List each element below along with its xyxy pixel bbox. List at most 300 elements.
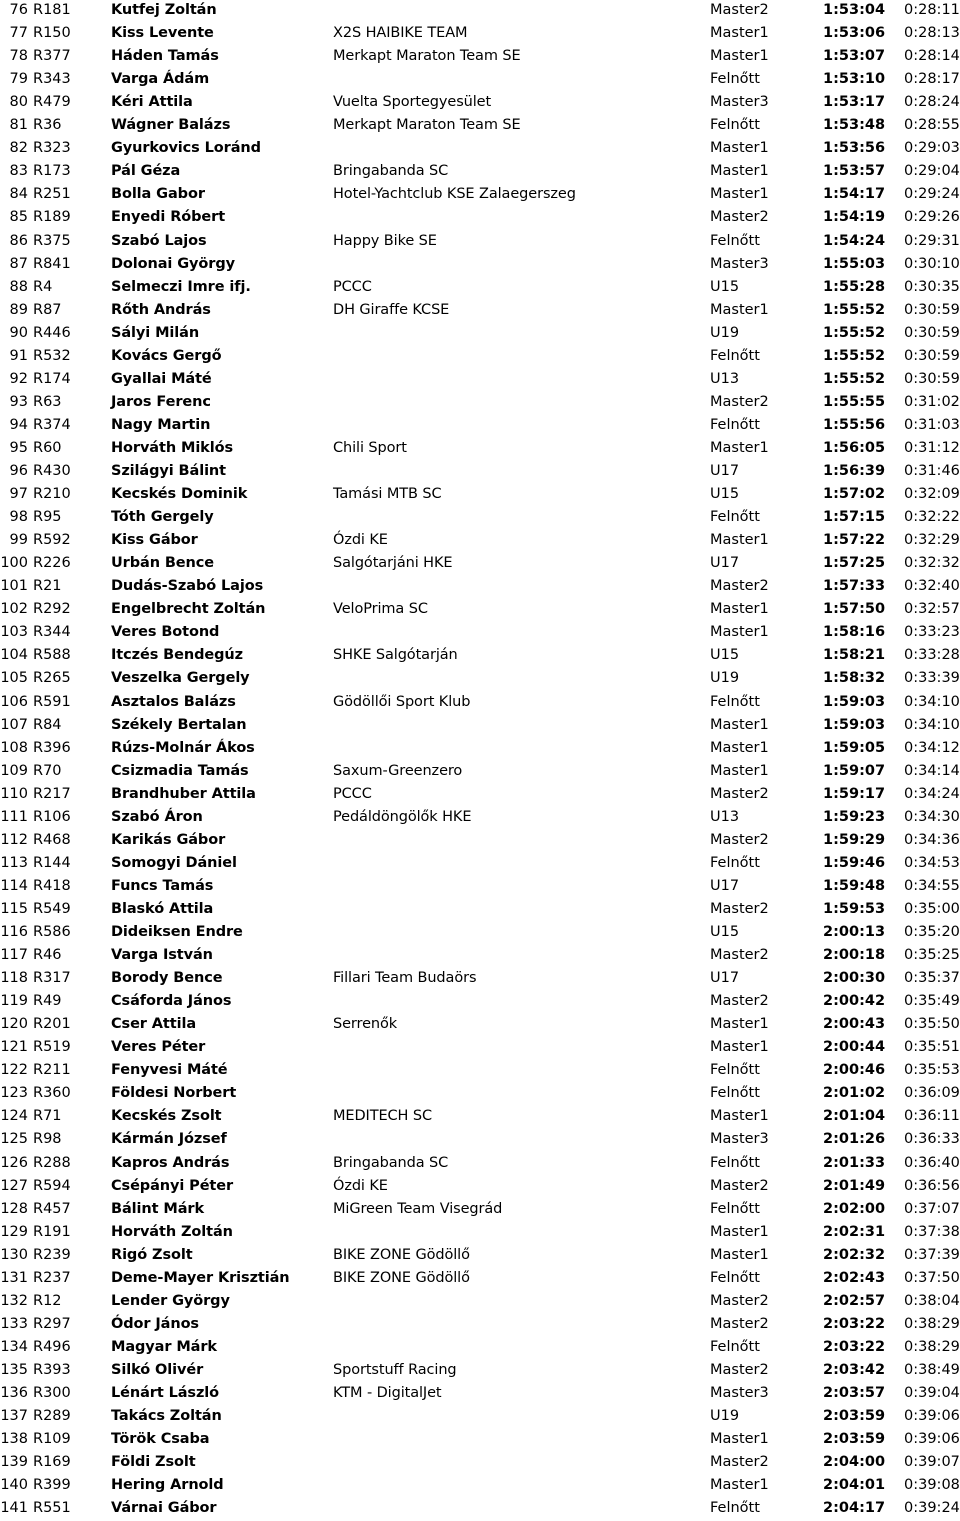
position-cell: 87 (9, 255, 28, 272)
position-cell: 89 (9, 301, 28, 318)
team-name-cell: Vuelta Sportegyesület (333, 94, 492, 111)
finish-time-cell: 1:54:24 (823, 232, 886, 249)
position-cell: 132 (0, 1292, 28, 1309)
time-gap-cell: 0:30:59 (904, 370, 960, 387)
rider-name-cell: Háden Tamás (111, 48, 219, 65)
position-cell: 139 (0, 1454, 28, 1471)
finish-time-cell: 2:02:43 (823, 1269, 886, 1286)
bib-number-cell: R292 (33, 601, 71, 618)
bib-number-cell: R300 (33, 1385, 71, 1401)
position-cell: 116 (0, 924, 28, 940)
bib-number-cell: R360 (33, 1085, 71, 1102)
category-cell: Master3 (710, 255, 769, 272)
team-name-cell: Saxum-Greenzero (333, 762, 463, 779)
position-cell: 108 (0, 739, 28, 756)
time-gap-cell: 0:30:59 (904, 301, 960, 318)
time-gap-cell: 0:33:28 (904, 647, 960, 664)
rider-name-cell: Deme-Mayer Krisztián (111, 1269, 290, 1286)
team-name-cell: BIKE ZONE Gödöllő (333, 1269, 470, 1286)
position-cell: 81 (9, 117, 28, 134)
position-cell: 130 (0, 1246, 28, 1263)
rider-name-cell: Szilágyi Bálint (111, 463, 226, 479)
time-gap-cell: 0:35:25 (904, 947, 960, 964)
team-name-cell: PCCC (333, 785, 372, 802)
rider-name-cell: Brandhuber Attila (111, 785, 256, 802)
finish-time-cell: 1:53:04 (823, 2, 886, 18)
table-row (0, 1060, 960, 1083)
position-cell: 88 (9, 278, 28, 295)
team-name-cell: KTM - DigitalJet (333, 1385, 442, 1401)
position-cell: 103 (0, 624, 28, 641)
time-gap-cell: 0:36:33 (904, 1131, 960, 1148)
bib-number-cell: R446 (33, 324, 71, 341)
time-gap-cell: 0:37:38 (904, 1223, 960, 1240)
time-gap-cell: 0:39:07 (904, 1454, 960, 1471)
finish-time-cell: 2:03:57 (823, 1385, 886, 1401)
position-cell: 136 (0, 1385, 28, 1401)
category-cell: Master1 (710, 1477, 769, 1494)
finish-time-cell: 2:03:42 (823, 1361, 886, 1378)
finish-time-cell: 2:03:22 (823, 1315, 886, 1332)
bib-number-cell: R289 (33, 1408, 71, 1425)
position-cell: 129 (0, 1223, 28, 1240)
category-cell: Felnőtt (710, 1154, 760, 1171)
finish-time-cell: 2:02:31 (823, 1223, 886, 1240)
table-row (0, 1452, 960, 1475)
rider-name-cell: Csépányi Péter (111, 1177, 234, 1194)
category-cell: Master1 (710, 439, 769, 456)
bib-number-cell: R174 (33, 370, 71, 387)
bib-number-cell: R95 (33, 509, 62, 526)
rider-name-cell: Ódor János (111, 1315, 199, 1332)
rider-name-cell: Horváth Zoltán (111, 1223, 233, 1240)
position-cell: 77 (9, 25, 28, 42)
position-cell: 82 (9, 140, 28, 157)
table-row (0, 300, 960, 323)
finish-time-cell: 1:59:48 (823, 877, 886, 894)
table-row (0, 1291, 960, 1314)
time-gap-cell: 0:30:10 (904, 255, 960, 272)
category-cell: Master2 (710, 1315, 769, 1332)
time-gap-cell: 0:36:40 (904, 1154, 960, 1171)
rider-name-cell: Csizmadia Tamás (111, 762, 249, 779)
time-gap-cell: 0:38:49 (904, 1361, 960, 1378)
bib-number-cell: R393 (33, 1361, 71, 1378)
team-name-cell: Serrenők (333, 1016, 398, 1033)
category-cell: Master1 (710, 48, 769, 65)
bib-number-cell: R211 (33, 1062, 71, 1079)
finish-time-cell: 1:58:21 (823, 647, 886, 664)
rider-name-cell: Tóth Gergely (111, 509, 214, 526)
rider-name-cell: Horváth Miklós (111, 439, 233, 456)
finish-time-cell: 1:53:48 (823, 117, 886, 134)
category-cell: Felnőtt (710, 1269, 760, 1286)
rider-name-cell: Karikás Gábor (111, 831, 226, 848)
category-cell: Felnőtt (710, 347, 760, 364)
category-cell: U17 (710, 463, 740, 479)
bib-number-cell: R591 (33, 693, 71, 710)
finish-time-cell: 2:04:00 (823, 1454, 886, 1471)
position-cell: 123 (0, 1085, 28, 1102)
time-gap-cell: 0:34:10 (904, 693, 960, 710)
bib-number-cell: R191 (33, 1223, 71, 1240)
table-row (0, 1176, 960, 1199)
table-row (0, 738, 960, 761)
position-cell: 113 (0, 854, 28, 871)
time-gap-cell: 0:38:29 (904, 1315, 960, 1332)
table-row (0, 0, 960, 23)
table-row (0, 945, 960, 968)
time-gap-cell: 0:39:06 (904, 1431, 960, 1448)
rider-name-cell: Rigó Zsolt (111, 1246, 193, 1263)
finish-time-cell: 1:59:29 (823, 831, 886, 848)
rider-name-cell: Varga István (111, 947, 213, 964)
table-row (0, 46, 960, 69)
position-cell: 86 (9, 232, 28, 249)
bib-number-cell: R109 (33, 1431, 71, 1448)
category-cell: Felnőtt (710, 1338, 760, 1355)
table-row (0, 991, 960, 1014)
bib-number-cell: R375 (33, 232, 71, 249)
category-cell: Master2 (710, 1361, 769, 1378)
category-cell: Master2 (710, 900, 769, 917)
position-cell: 94 (9, 416, 28, 433)
bib-number-cell: R594 (33, 1177, 71, 1194)
finish-time-cell: 2:02:57 (823, 1292, 886, 1309)
rider-name-cell: Kovács Gergő (111, 347, 222, 364)
position-cell: 134 (0, 1338, 28, 1355)
time-gap-cell: 0:32:22 (904, 509, 960, 526)
time-gap-cell: 0:35:49 (904, 993, 960, 1010)
position-cell: 110 (0, 785, 28, 802)
time-gap-cell: 0:34:10 (904, 716, 960, 733)
bib-number-cell: R265 (33, 670, 71, 687)
position-cell: 79 (9, 71, 28, 88)
team-name-cell: Fillari Team Budaörs (333, 970, 477, 987)
rider-name-cell: Varga Ádám (111, 71, 210, 88)
category-cell: Master2 (710, 1454, 769, 1471)
table-row (0, 1014, 960, 1037)
rider-name-cell: Dolonai György (111, 255, 235, 272)
finish-time-cell: 2:00:13 (823, 924, 886, 940)
bib-number-cell: R63 (33, 393, 62, 410)
time-gap-cell: 0:39:24 (904, 1500, 960, 1517)
time-gap-cell: 0:31:03 (904, 416, 960, 433)
time-gap-cell: 0:38:04 (904, 1292, 960, 1309)
bib-number-cell: R430 (33, 463, 71, 479)
rider-name-cell: Takács Zoltán (111, 1408, 222, 1425)
table-row (0, 1268, 960, 1291)
finish-time-cell: 2:00:18 (823, 947, 886, 964)
position-cell: 138 (0, 1431, 28, 1448)
table-row (0, 553, 960, 576)
time-gap-cell: 0:38:29 (904, 1338, 960, 1355)
rider-name-cell: Wágner Balázs (111, 117, 231, 134)
finish-time-cell: 2:01:04 (823, 1108, 886, 1125)
category-cell: Felnőtt (710, 117, 760, 134)
rider-name-cell: Borody Bence (111, 970, 223, 987)
category-cell: U13 (710, 370, 740, 387)
finish-time-cell: 1:55:28 (823, 278, 886, 295)
rider-name-cell: Szabó Áron (111, 808, 203, 825)
finish-time-cell: 2:01:33 (823, 1154, 886, 1171)
team-name-cell: Sportstuff Racing (333, 1361, 457, 1378)
finish-time-cell: 1:57:22 (823, 532, 886, 549)
rider-name-cell: Kiss Levente (111, 25, 214, 42)
team-name-cell: Chili Sport (333, 439, 407, 456)
category-cell: Felnőtt (710, 232, 760, 249)
table-row (0, 807, 960, 830)
time-gap-cell: 0:39:04 (904, 1385, 960, 1401)
position-cell: 102 (0, 601, 28, 618)
time-gap-cell: 0:37:50 (904, 1269, 960, 1286)
finish-time-cell: 1:58:16 (823, 624, 886, 641)
finish-time-cell: 1:57:02 (823, 486, 886, 503)
rider-name-cell: Kiss Gábor (111, 532, 198, 549)
bib-number-cell: R323 (33, 140, 71, 157)
category-cell: Master1 (710, 1108, 769, 1125)
team-name-cell: X2S HAIBIKE TEAM (333, 25, 468, 42)
category-cell: Master1 (710, 25, 769, 42)
finish-time-cell: 1:59:05 (823, 739, 886, 756)
position-cell: 99 (9, 532, 28, 549)
category-cell: Felnőtt (710, 693, 760, 710)
category-cell: Master1 (710, 140, 769, 157)
rider-name-cell: Csáforda János (111, 993, 232, 1010)
position-cell: 112 (0, 831, 28, 848)
finish-time-cell: 1:54:19 (823, 209, 886, 226)
category-cell: Master1 (710, 1039, 769, 1056)
category-cell: Master2 (710, 831, 769, 848)
rider-name-cell: Rőth András (111, 301, 211, 318)
finish-time-cell: 2:00:30 (823, 970, 886, 987)
time-gap-cell: 0:35:00 (904, 900, 960, 917)
position-cell: 90 (9, 324, 28, 341)
time-gap-cell: 0:29:31 (904, 232, 960, 249)
bib-number-cell: R592 (33, 532, 71, 549)
position-cell: 131 (0, 1269, 28, 1286)
position-cell: 117 (0, 947, 28, 964)
rider-name-cell: Hering Arnold (111, 1477, 224, 1494)
table-row (0, 715, 960, 738)
finish-time-cell: 1:59:03 (823, 693, 886, 710)
category-cell: Felnőtt (710, 71, 760, 88)
rider-name-cell: Kéri Attila (111, 94, 193, 111)
team-name-cell: Bringabanda SC (333, 163, 449, 180)
position-cell: 115 (0, 900, 28, 917)
time-gap-cell: 0:30:59 (904, 324, 960, 341)
time-gap-cell: 0:34:36 (904, 831, 960, 848)
bib-number-cell: R418 (33, 877, 71, 894)
bib-number-cell: R479 (33, 94, 71, 111)
bib-number-cell: R396 (33, 739, 71, 756)
category-cell: Felnőtt (710, 1200, 760, 1217)
time-gap-cell: 0:32:57 (904, 601, 960, 618)
table-row (0, 1245, 960, 1268)
bib-number-cell: R588 (33, 647, 71, 664)
time-gap-cell: 0:33:23 (904, 624, 960, 641)
position-cell: 121 (0, 1039, 28, 1056)
position-cell: 119 (0, 993, 28, 1010)
table-row (0, 507, 960, 530)
category-cell: Master1 (710, 163, 769, 180)
table-row (0, 1314, 960, 1337)
category-cell: U13 (710, 808, 740, 825)
position-cell: 85 (9, 209, 28, 226)
rider-name-cell: Kutfej Zoltán (111, 2, 217, 18)
finish-time-cell: 1:57:15 (823, 509, 886, 526)
bib-number-cell: R468 (33, 831, 71, 848)
rider-name-cell: Földesi Norbert (111, 1085, 237, 1102)
time-gap-cell: 0:37:07 (904, 1200, 960, 1217)
time-gap-cell: 0:32:32 (904, 555, 960, 572)
team-name-cell: MEDITECH SC (333, 1108, 432, 1125)
finish-time-cell: 1:53:57 (823, 163, 886, 180)
finish-time-cell: 2:03:59 (823, 1408, 886, 1425)
finish-time-cell: 2:00:44 (823, 1039, 886, 1056)
bib-number-cell: R21 (33, 578, 62, 595)
table-row (0, 784, 960, 807)
category-cell: U15 (710, 486, 740, 503)
table-row (0, 138, 960, 161)
category-cell: Master1 (710, 739, 769, 756)
position-cell: 141 (0, 1500, 28, 1517)
bib-number-cell: R60 (33, 439, 62, 456)
category-cell: Felnőtt (710, 509, 760, 526)
finish-time-cell: 2:00:42 (823, 993, 886, 1010)
table-row (0, 92, 960, 115)
rider-name-cell: Veres Botond (111, 624, 220, 641)
rider-name-cell: Várnai Gábor (111, 1500, 217, 1517)
table-row (0, 899, 960, 922)
position-cell: 114 (0, 877, 28, 894)
time-gap-cell: 0:29:26 (904, 209, 960, 226)
bib-number-cell: R144 (33, 854, 71, 871)
table-row (0, 1222, 960, 1245)
time-gap-cell: 0:35:51 (904, 1039, 960, 1056)
finish-time-cell: 2:01:26 (823, 1131, 886, 1148)
bib-number-cell: R106 (33, 808, 71, 825)
finish-time-cell: 2:02:00 (823, 1200, 886, 1217)
time-gap-cell: 0:28:55 (904, 117, 960, 134)
bib-number-cell: R46 (33, 947, 62, 964)
finish-time-cell: 2:03:22 (823, 1338, 886, 1355)
time-gap-cell: 0:31:12 (904, 439, 960, 456)
category-cell: Master2 (710, 785, 769, 802)
team-name-cell: Tamási MTB SC (333, 486, 442, 503)
table-row (0, 277, 960, 300)
bib-number-cell: R288 (33, 1154, 71, 1171)
time-gap-cell: 0:34:12 (904, 739, 960, 756)
finish-time-cell: 1:59:46 (823, 854, 886, 871)
time-gap-cell: 0:28:11 (904, 2, 960, 18)
bib-number-cell: R84 (33, 716, 62, 733)
finish-time-cell: 1:53:56 (823, 140, 886, 157)
category-cell: Master1 (710, 1431, 769, 1448)
time-gap-cell: 0:28:14 (904, 48, 960, 65)
rider-name-cell: Itczés Bendegúz (111, 647, 243, 664)
bib-number-cell: R189 (33, 209, 71, 226)
position-cell: 127 (0, 1177, 28, 1194)
category-cell: U15 (710, 924, 740, 940)
finish-time-cell: 1:59:17 (823, 785, 886, 802)
category-cell: Master1 (710, 716, 769, 733)
table-row (0, 645, 960, 668)
rider-name-cell: Bolla Gabor (111, 186, 205, 203)
time-gap-cell: 0:29:03 (904, 140, 960, 157)
position-cell: 83 (9, 163, 28, 180)
rider-name-cell: Somogyi Dániel (111, 854, 237, 871)
time-gap-cell: 0:33:39 (904, 670, 960, 687)
finish-time-cell: 1:53:17 (823, 94, 886, 111)
bib-number-cell: R71 (33, 1108, 62, 1125)
time-gap-cell: 0:34:55 (904, 877, 960, 894)
category-cell: Master2 (710, 2, 769, 18)
position-cell: 128 (0, 1200, 28, 1217)
bib-number-cell: R344 (33, 624, 71, 641)
rider-name-cell: Engelbrecht Zoltán (111, 601, 266, 618)
team-name-cell: Ózdi KE (333, 532, 388, 549)
bib-number-cell: R12 (33, 1292, 62, 1309)
bib-number-cell: R98 (33, 1131, 62, 1148)
finish-time-cell: 2:01:49 (823, 1177, 886, 1194)
table-row (0, 599, 960, 622)
table-row (0, 1153, 960, 1176)
position-cell: 107 (0, 716, 28, 733)
table-row (0, 1129, 960, 1152)
category-cell: U15 (710, 278, 740, 295)
bib-number-cell: R87 (33, 301, 62, 318)
bib-number-cell: R377 (33, 48, 71, 65)
time-gap-cell: 0:34:53 (904, 854, 960, 871)
time-gap-cell: 0:29:04 (904, 163, 960, 180)
table-row (0, 668, 960, 691)
position-cell: 106 (0, 693, 28, 710)
table-row (0, 392, 960, 415)
table-row (0, 207, 960, 230)
team-name-cell: VeloPrima SC (333, 601, 428, 618)
category-cell: Master2 (710, 993, 769, 1010)
finish-time-cell: 1:59:53 (823, 900, 886, 917)
bib-number-cell: R237 (33, 1269, 71, 1286)
bib-number-cell: R399 (33, 1477, 71, 1494)
finish-time-cell: 1:55:52 (823, 324, 886, 341)
rider-name-cell: Kecskés Dominik (111, 486, 248, 503)
category-cell: U17 (710, 877, 740, 894)
rider-name-cell: Fenyvesi Máté (111, 1062, 228, 1079)
rider-name-cell: Török Csaba (111, 1431, 210, 1448)
team-name-cell: Merkapt Maraton Team SE (333, 117, 521, 134)
rider-name-cell: Lender György (111, 1292, 230, 1309)
bib-number-cell: R343 (33, 71, 71, 88)
time-gap-cell: 0:36:11 (904, 1108, 960, 1125)
rider-name-cell: Urbán Bence (111, 555, 214, 572)
category-cell: Felnőtt (710, 416, 760, 433)
category-cell: Felnőtt (710, 1062, 760, 1079)
position-cell: 95 (9, 439, 28, 456)
bib-number-cell: R70 (33, 762, 62, 779)
position-cell: 78 (9, 48, 28, 65)
table-row (0, 23, 960, 46)
position-cell: 135 (0, 1361, 28, 1378)
category-cell: Master2 (710, 209, 769, 226)
position-cell: 120 (0, 1016, 28, 1033)
bib-number-cell: R551 (33, 1500, 71, 1517)
rider-name-cell: Kapros András (111, 1154, 230, 1171)
position-cell: 125 (0, 1131, 28, 1148)
category-cell: Master1 (710, 601, 769, 618)
bib-number-cell: R549 (33, 900, 71, 917)
